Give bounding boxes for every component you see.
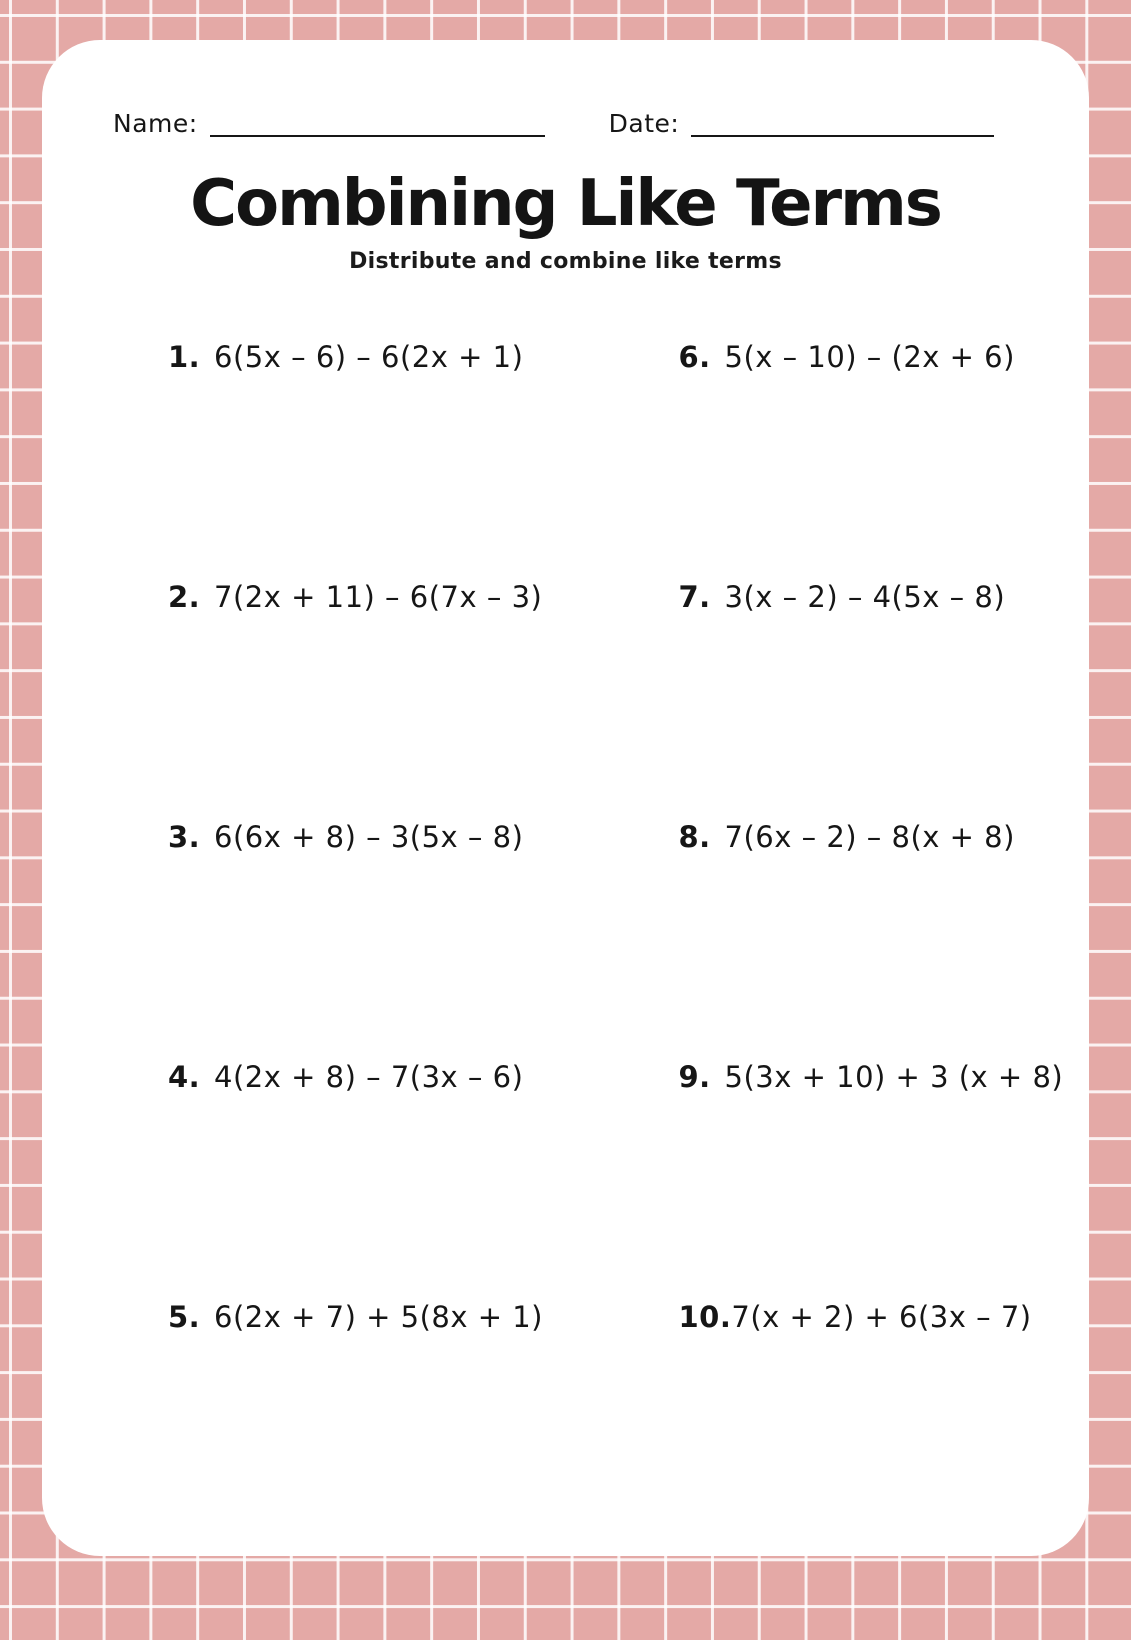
- problem-number: 10.: [678, 1300, 732, 1335]
- problem-1: [168, 340, 629, 580]
- problem-8: [629, 820, 1090, 1060]
- problem-expression: 6(2x + 7) + 5(8x + 1): [214, 1300, 543, 1335]
- problem-number: 8.: [678, 820, 711, 855]
- problem-number: 4.: [168, 1060, 201, 1095]
- header-row: [42, 95, 1089, 137]
- problem-10: [629, 1300, 1090, 1540]
- problem-number: 2.: [168, 580, 201, 615]
- problem-expression: 3(x – 2) – 4(5x – 8): [724, 580, 1006, 615]
- problem-expression: 5(x – 10) – (2x + 6): [724, 340, 1015, 375]
- problem-4: [168, 1060, 629, 1300]
- problem-expression: 4(2x + 8) – 7(3x – 6): [214, 1060, 524, 1095]
- worksheet-subtitle: Distribute and combine like terms: [349, 249, 782, 275]
- page-background: [0, 40, 1131, 1640]
- name-label: Name:: [113, 108, 198, 138]
- date-field-group: [609, 105, 994, 137]
- problem-number: 3.: [168, 820, 201, 855]
- problem-expression: 6(6x + 8) – 3(5x – 8): [214, 820, 524, 855]
- problem-number: 9.: [678, 1060, 711, 1095]
- problem-number: 7.: [678, 580, 711, 615]
- problem-number: 5.: [168, 1300, 201, 1335]
- problem-expression: 7(6x – 2) – 8(x + 8): [724, 820, 1015, 855]
- problem-expression: 6(5x – 6) – 6(2x + 1): [214, 340, 524, 375]
- worksheet-card: [42, 40, 1089, 1556]
- problem-6: [629, 340, 1090, 580]
- problem-number: 6.: [678, 340, 711, 375]
- date-input-line[interactable]: [691, 105, 994, 137]
- problem-5: [168, 1300, 629, 1540]
- problem-2: [168, 580, 629, 820]
- problem-expression: 5(3x + 10) + 3 (x + 8): [724, 1060, 1064, 1095]
- problem-3: [168, 820, 629, 1060]
- problem-9: [629, 1060, 1090, 1300]
- problems-grid: [42, 340, 1089, 1540]
- problem-expression: 7(x + 2) + 6(3x – 7): [731, 1300, 1032, 1335]
- problem-number: 1.: [168, 340, 201, 375]
- name-input-line[interactable]: [210, 105, 545, 137]
- problem-expression: 7(2x + 11) – 6(7x – 3): [214, 580, 543, 615]
- problem-7: [629, 580, 1090, 820]
- worksheet-title: Combining Like Terms: [190, 167, 941, 241]
- name-field-group: [113, 105, 545, 137]
- date-label: Date:: [608, 108, 680, 138]
